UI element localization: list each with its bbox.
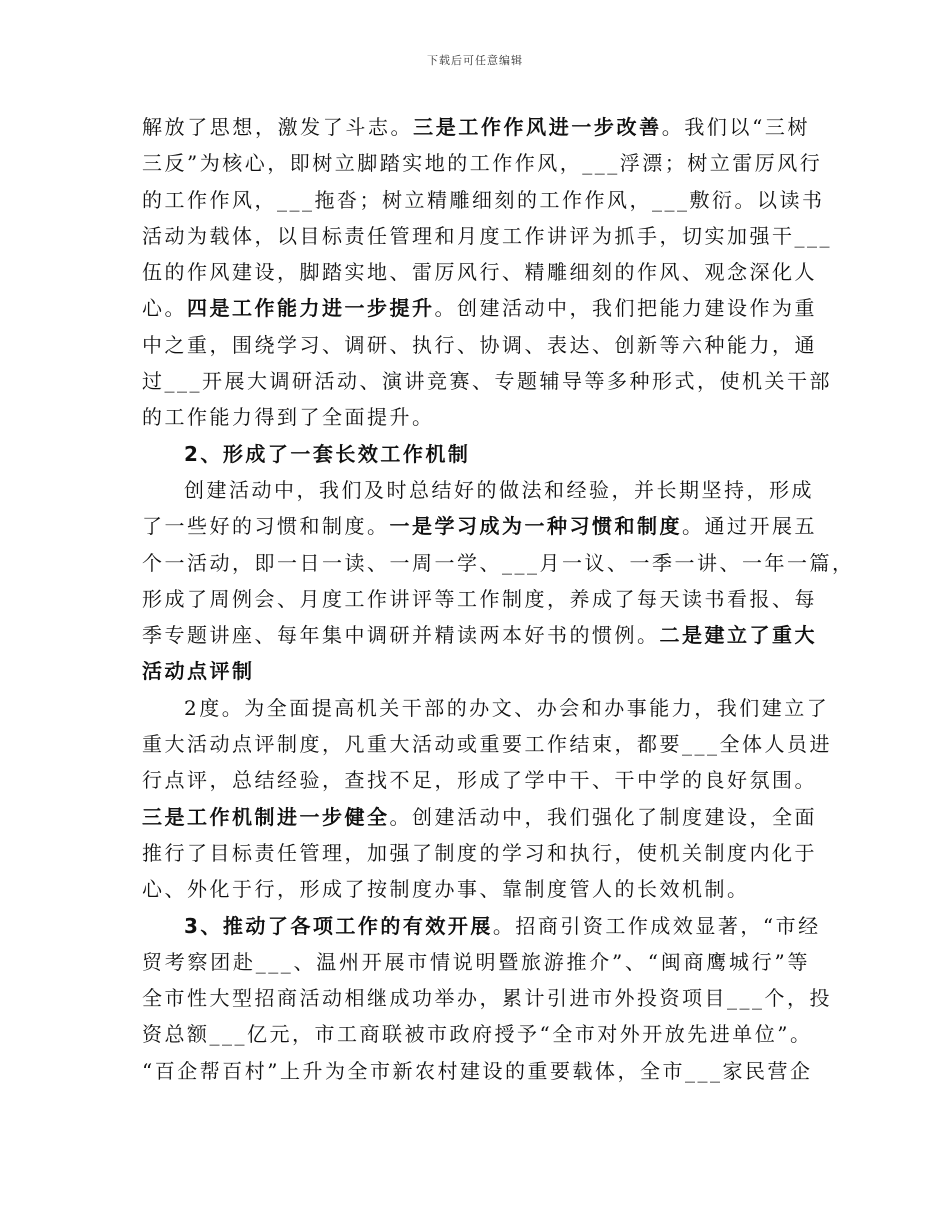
bold-heading-text: 三是工作作风进一步改善 [413, 115, 662, 139]
body-text: 季专题讲座、每年集中调研并精读两本好书的惯例。 [142, 623, 660, 648]
bold-heading-text: 二是建立了重大 [659, 623, 817, 648]
body-text: 资总额___亿元，市工商联被市政府授予“全市对外开放先进单位”。 [142, 1022, 813, 1047]
body-text: 。招商引资工作成效显著，“市经 [492, 913, 821, 938]
body-text: 伍的作风建设，脚踏实地、雷厉风行、精雕细刻的作风、观念深化人 [142, 260, 817, 285]
body-text: 重大活动点评制度，凡重大活动或重要工作结束，都要___全体人员进 [142, 732, 832, 757]
body-text: 创建活动中，我们及时总结好的做法和经验，并长期坚持，形成 [184, 477, 814, 502]
body-text: 个一活动，即一日一读、一周一学、___月一议、一季一讲、一年一篇， [142, 550, 855, 575]
text-line [142, 363, 832, 399]
body-text: 过___开展大调研活动、演讲竞赛、专题辅导等多种形式，使机关干部 [142, 369, 832, 394]
text-line [142, 545, 855, 581]
text-line [142, 1053, 813, 1089]
body-text: 心、外化于行，形成了按制度办事、靠制度管人的长效机制。 [142, 877, 750, 902]
bold-heading-text: 2、形成了一套长效工作机制 [184, 441, 471, 466]
text-line [142, 1016, 813, 1052]
document-body [142, 109, 855, 1089]
bold-heading-text: 三是工作机制进一步健全 [142, 804, 390, 829]
body-text: 活动为载体，以目标责任管理和月度工作讲评为抓手，切实加强干___ [142, 223, 832, 248]
text-line [142, 617, 817, 653]
body-text: 心。 [142, 296, 187, 321]
text-line [142, 908, 821, 944]
text-line [142, 399, 810, 435]
body-text: 。创建活动中，我们把能力建设作为重 [434, 296, 817, 321]
page-header: 下载后可任意编辑 [427, 54, 523, 67]
text-line [142, 218, 832, 254]
text-line [142, 508, 817, 544]
body-text: 。通过开展五 [682, 514, 817, 539]
text-line [142, 145, 823, 181]
text-line [142, 799, 817, 835]
text-line [142, 327, 817, 363]
text-line [142, 472, 814, 508]
body-text: “百企帮百村”上升为全市新农村建设的重要载体，全市___家民营企 [142, 1058, 813, 1083]
body-text: 三反”为核心，即树立脚踏实地的工作作风，___浮漂；树立雷厉风行 [142, 151, 823, 176]
bold-heading-text: 活动点评制 [142, 659, 255, 684]
text-line [142, 690, 830, 726]
text-line [142, 980, 832, 1016]
text-line [142, 871, 810, 907]
bold-heading-text: 一是学习成为一种习惯和制度 [389, 514, 682, 539]
text-line [142, 581, 817, 617]
body-text: 中之重，围绕学习、调研、执行、协调、表达、创新等六种能力，通 [142, 332, 817, 357]
text-line [142, 254, 817, 290]
text-line [142, 944, 810, 980]
text-line [142, 109, 810, 145]
body-text: 推行了目标责任管理，加强了制度的学习和执行，使机关制度内化于 [142, 840, 817, 865]
body-text: 贸考察团赴___、温州开展市情说明暨旅游推介”、“闽商鹰城行”等 [142, 949, 810, 974]
text-line [142, 436, 810, 472]
body-text: 。创建活动中，我们强化了制度建设，全面 [389, 804, 817, 829]
body-text: 。我们以“三树 [661, 115, 811, 139]
body-text: 的工作能力得到了全面提升。 [142, 405, 435, 430]
bold-heading-text: 四是工作能力进一步提升 [187, 296, 435, 321]
body-text: 形成了周例会、月度工作讲评等工作制度，养成了每天读书看报、每 [142, 586, 817, 611]
body-text: 的工作作风，___拖沓；树立精雕细刻的工作作风，___敷衍。以读书 [142, 187, 825, 212]
body-text: 了一些好的习惯和制度。 [142, 514, 390, 539]
body-text: 2度。为全面提高机关干部的办文、办会和办事能力，我们建立了 [184, 695, 830, 720]
text-line [142, 653, 810, 689]
text-line [142, 726, 832, 762]
text-line [142, 835, 817, 871]
bold-heading-text: 3、推动了各项工作的有效开展 [184, 913, 493, 938]
body-text: 解放了思想，激发了斗志。 [142, 115, 414, 139]
text-line [142, 762, 817, 798]
text-line [142, 182, 825, 218]
text-line [142, 290, 817, 326]
body-text: 全市性大型招商活动相继成功举办，累计引进市外投资项目___个，投 [142, 986, 832, 1011]
body-text: 行点评，总结经验，查找不足，形成了学中干、干中学的良好氛围。 [142, 768, 817, 793]
